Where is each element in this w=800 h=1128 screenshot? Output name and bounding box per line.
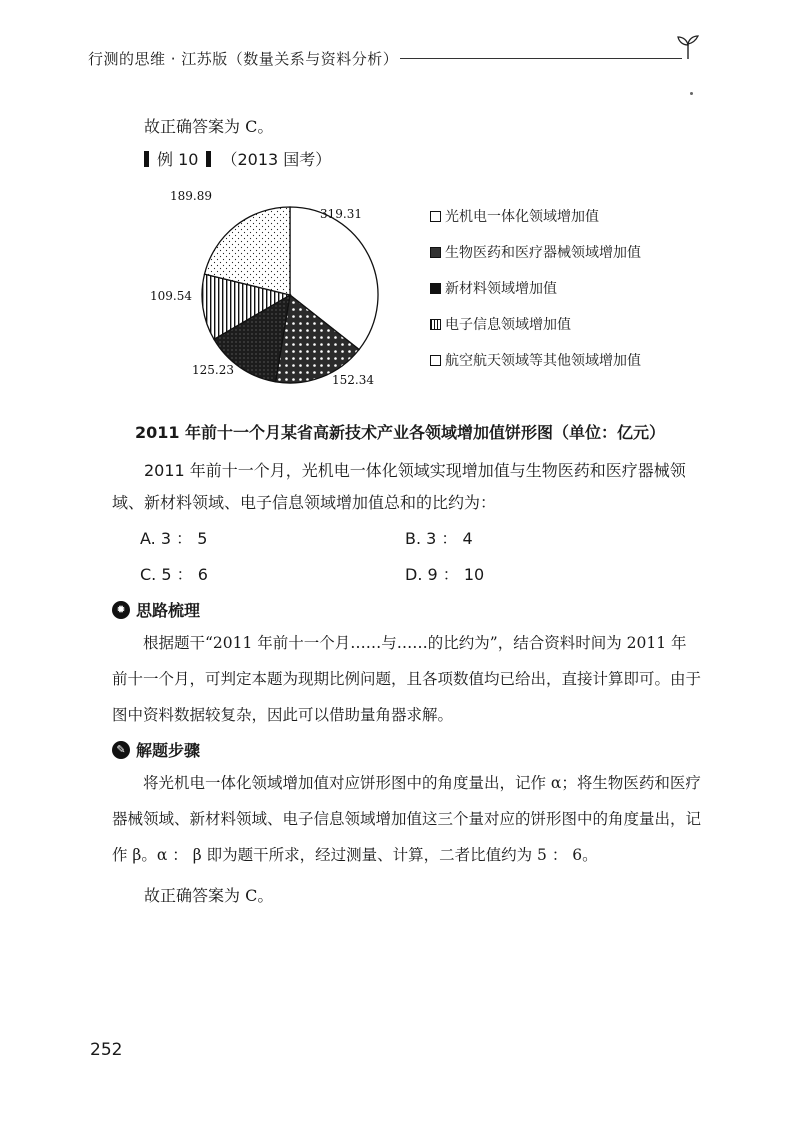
steps-title: 解题步骤: [136, 741, 201, 760]
thinking-body: 根据题干“2011 年前十一个月……与……的比约为”，结合资料时间为 2011 年前十一个月，可判定本题为现期比例问题，且各项数值均已给出，直接计算即可。由于图中资料数据较复杂，因此可以借助量角器求解。: [112, 634, 702, 724]
pie-value-label-5: 189.89: [170, 189, 212, 203]
legend-swatch-4: [430, 319, 441, 330]
option-d[interactable]: D. 9 ： 10: [405, 565, 485, 584]
previous-answer: 故正确答案为 C。: [144, 117, 274, 136]
steps-heading: [112, 738, 200, 761]
legend-label-2: 生物医药和医疗器械领域增加值: [445, 245, 641, 261]
legend-item-5: [430, 350, 641, 370]
lightbulb-icon: ✹: [112, 601, 130, 619]
running-header: 行测的思维 · 江苏版（数量关系与资料分析）: [88, 50, 399, 68]
question-text: 2011 年前十一个月，光机电一体化领域实现增加值与生物医药和医疗器械领域、新材料领域、电子信息领域增加值总和的比约为：: [112, 461, 686, 512]
legend-label-1: 光机电一体化领域增加值: [445, 209, 599, 225]
legend-swatch-1: [430, 211, 441, 222]
pen-icon: ✎: [112, 741, 130, 759]
option-b[interactable]: B. 3 ： 4: [405, 529, 473, 548]
example-bar-left: [144, 151, 149, 167]
legend-item-4: [430, 314, 571, 334]
thinking-heading: [112, 598, 200, 621]
legend-swatch-5: [430, 355, 441, 366]
page-number: 252: [90, 1040, 123, 1060]
sprout-icon: [676, 33, 700, 61]
pie-value-label-1: 319.31: [320, 207, 362, 221]
legend-label-5: 航空航天领域等其他领域增加值: [445, 353, 641, 369]
example-label: 例 10: [157, 150, 199, 169]
pie-chart: [150, 180, 430, 395]
option-a[interactable]: A. 3 ： 5: [140, 529, 208, 548]
option-c[interactable]: C. 5 ： 6: [140, 565, 208, 584]
steps-body: 将光机电一体化领域增加值对应饼形图中的角度量出，记作 α；将生物医药和医疗器械领域、新材料领域、电子信息领域增加值这三个量对应的饼形图中的角度量出，记作 β。α ： β 即为题干所求，经过测量、计算，二者比值约为 5 ： 6。: [112, 774, 702, 864]
legend-swatch-3: [430, 283, 441, 294]
pie-value-label-2: 152.34: [332, 373, 374, 387]
example-source: （2013 国考）: [221, 150, 332, 169]
example-heading: [144, 147, 331, 170]
legend-item-1: [430, 206, 599, 226]
header-rule: [400, 58, 682, 59]
legend-item-2: [430, 242, 641, 262]
legend-label-4: 电子信息领域增加值: [445, 317, 571, 333]
example-bar-right: [206, 151, 211, 167]
pie-value-label-3: 125.23: [192, 363, 234, 377]
chart-title: 2011 年前十一个月某省高新技术产业各领域增加值饼形图（单位：亿元）: [134, 423, 666, 442]
legend-swatch-2: [430, 247, 441, 258]
pie-value-label-4: 109.54: [150, 289, 192, 303]
thinking-title: 思路梳理: [136, 601, 201, 620]
page-speck: [690, 92, 693, 95]
legend-label-3: 新材料领域增加值: [445, 281, 557, 297]
final-answer: 故正确答案为 C。: [144, 886, 274, 905]
legend-item-3: [430, 278, 557, 298]
